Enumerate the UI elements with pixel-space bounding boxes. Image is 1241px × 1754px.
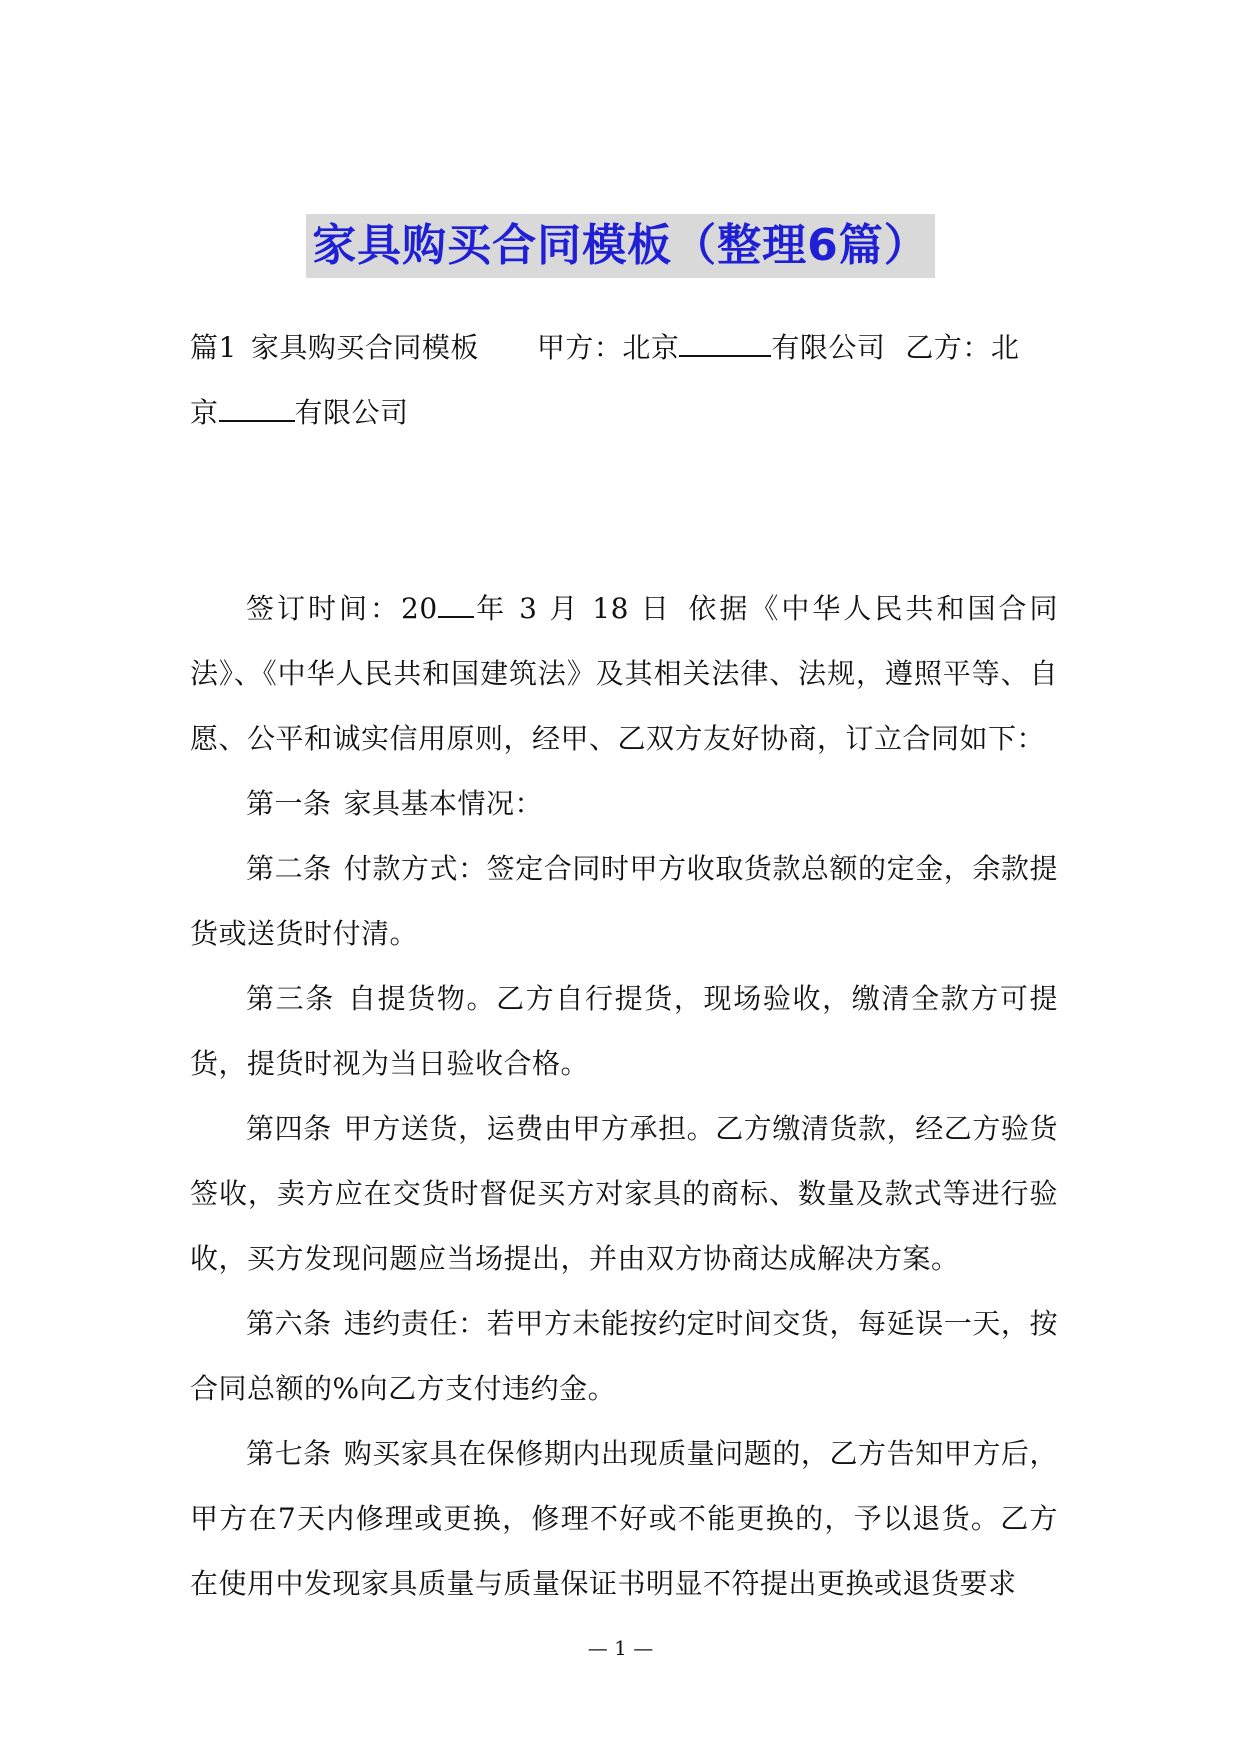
signing-paragraph: [190, 576, 1058, 771]
party-b-suffix: 有限公司: [294, 396, 409, 429]
title-container: [0, 214, 1241, 278]
clause-text: 自提货物。乙方自行提货，现场验收，缴清全款方可提货，提货时视为当日验收合格。: [190, 982, 1058, 1080]
clause-6: [190, 1291, 1058, 1421]
article-label: 篇1: [190, 331, 237, 364]
document-title: 家具购买合同模板（整理6篇）: [306, 214, 935, 278]
clause-head: 第三条: [246, 982, 335, 1015]
clause-2: [190, 836, 1058, 966]
clause-4: [190, 1096, 1058, 1291]
clause-text: 违约责任：若甲方未能按约定时间交货，每延误一天，按合同总额的%向乙方支付违约金。: [190, 1307, 1058, 1405]
party-a-suffix: 有限公司: [771, 331, 886, 364]
clause-head: 第四条: [246, 1112, 332, 1145]
party-b-prefix: 乙方：北: [905, 331, 1020, 364]
signing-date: 年 3 月 18 日: [473, 592, 672, 625]
clause-text: 家具基本情况：: [343, 787, 544, 820]
clause-head: 第二条: [246, 852, 332, 885]
clause-head: 第一条: [246, 787, 332, 820]
clause-3: [190, 966, 1058, 1096]
intro-paragraph: [190, 315, 1058, 445]
page-number: — 1 —: [587, 1636, 654, 1660]
signing-label: 签订时间：20: [246, 592, 438, 625]
clause-7: [190, 1421, 1058, 1616]
clause-text: 付款方式：签定合同时甲方收取货款总额的定金，余款提货或送货时付清。: [190, 852, 1058, 950]
contract-body: [190, 576, 1058, 1616]
clause-1: [190, 771, 1058, 836]
intro-section: [190, 315, 1058, 445]
article-name: 家具购买合同模板: [250, 331, 479, 364]
party-a-prefix: 甲方：北京: [536, 331, 680, 364]
clause-head: 第六条: [246, 1307, 332, 1340]
year-blank: [438, 592, 474, 618]
clause-text: 购买家具在保修期内出现质量问题的，乙方告知甲方后，甲方在7天内修理或更换，修理不好或不能更换的，予以退货。乙方在使用中发现家具质量与质量保证书明显不符提出更换或退货要求: [190, 1437, 1058, 1600]
party-b-blank: [219, 396, 295, 422]
clause-head: 第七条: [246, 1437, 332, 1470]
signing-text: 依据《中华人民共和国合同法》、《中华人民共和国建筑法》及其相关法律、法规，遵照平等、自愿、公平和诚实信用原则，经甲、乙双方友好协商，订立合同如下：: [190, 592, 1058, 755]
party-b-prefix-line2: 京: [190, 396, 219, 429]
party-a-blank: [679, 331, 771, 357]
clause-text: 甲方送货，运费由甲方承担。乙方缴清货款，经乙方验货签收，卖方应在交货时督促买方对家具的商标、数量及款式等进行验收，买方发现问题应当场提出，并由双方协商达成解决方案。: [190, 1112, 1058, 1275]
